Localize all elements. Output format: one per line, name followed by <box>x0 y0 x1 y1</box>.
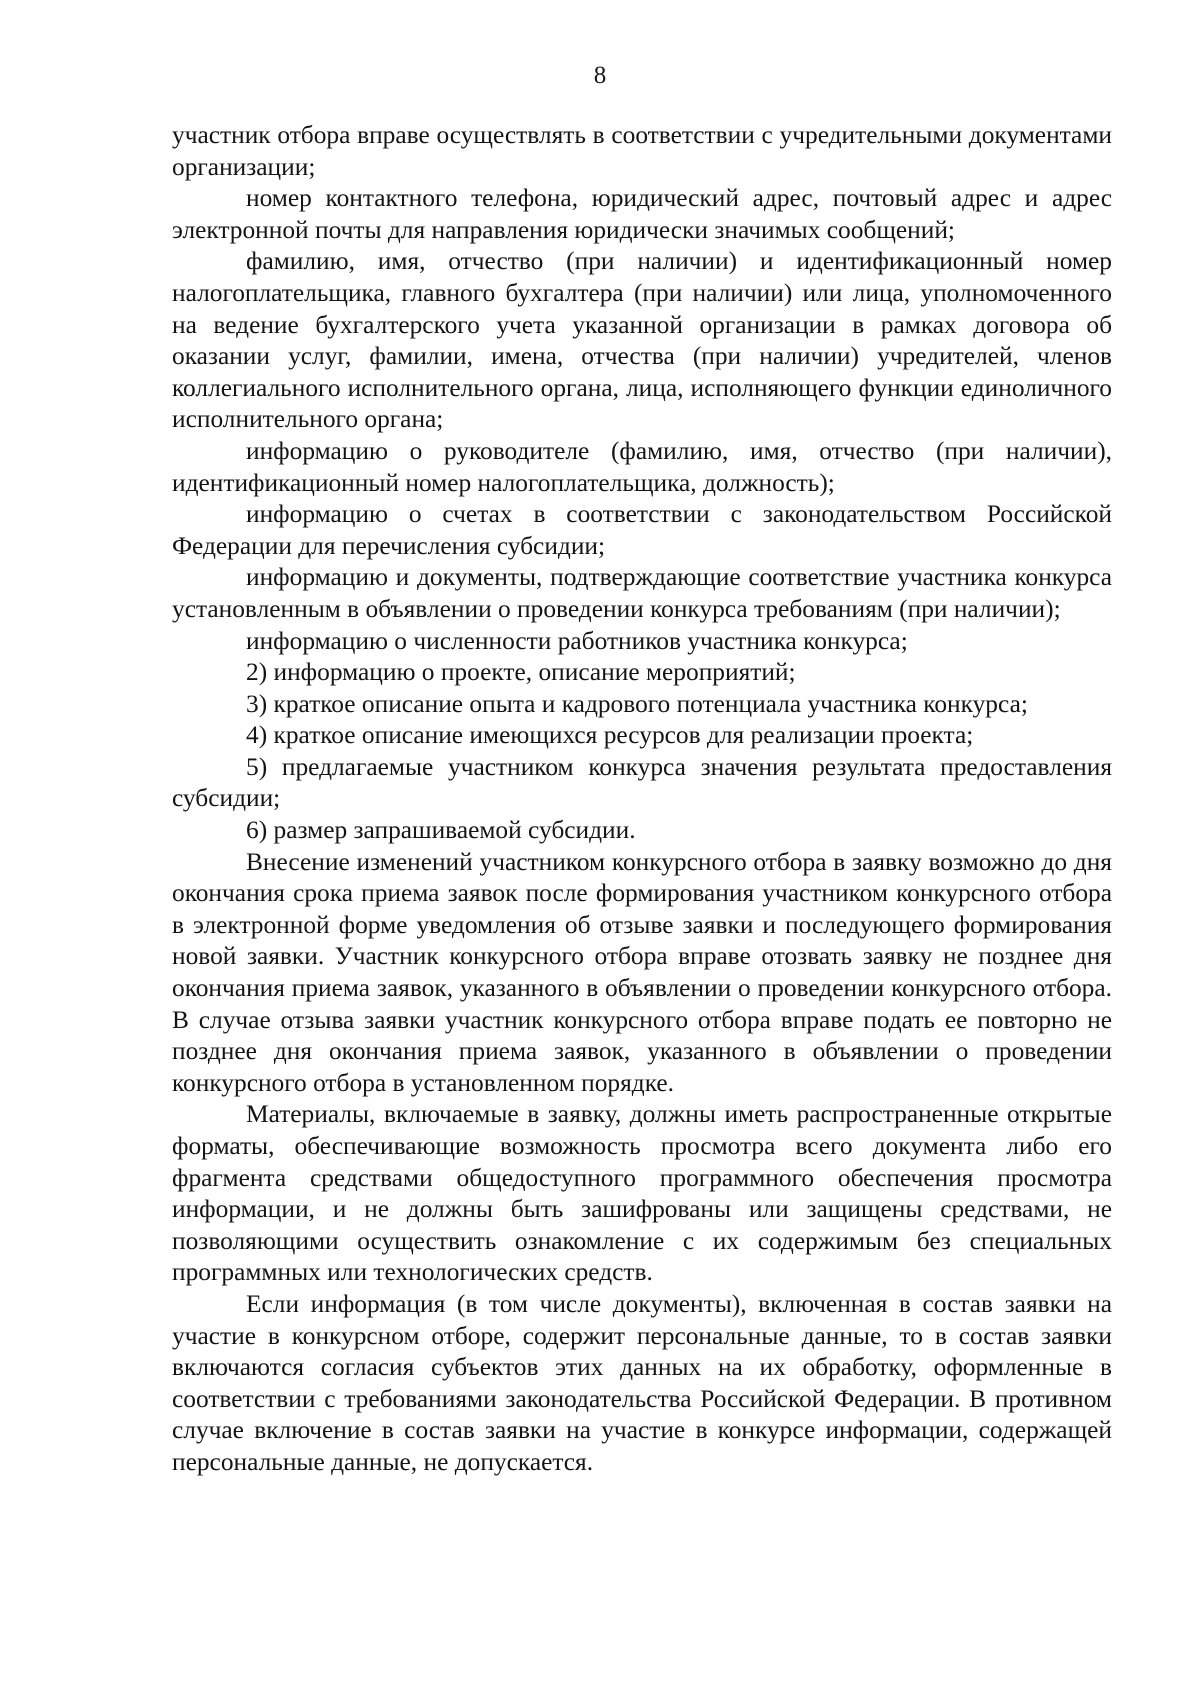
paragraph-continuation: участник отбора вправе осуществлять в соответствии с учредительными документами организации; <box>172 121 1112 181</box>
paragraph-names-tin: фамилию, имя, отчество (при наличии) и идентификационный номер налогоплательщика, главного бухгалтера (при наличии) или лица, уполномоченного на ведение бухгалтерского учета указанной организации в рамках договора об оказании услуг, фамилии, имена, отчества (при наличии) учредителей, членов коллегиального исполнительного органа, лица, исполняющего функции единоличного исполнительного органа; <box>172 247 1112 434</box>
paragraph-personal-data: Если информация (в том числе документы), включенная в состав заявки на участие в конкурсном отборе, содержит персональные данные, то в состав заявки включаются согласия субъектов этих данных на их обработку, оформленные в соответствии с требованиями законодательства Российской Федерации. В противном случае включение в состав заявки на участие в конкурсе информации, содержащей персональные данные, не допускается. <box>172 1289 1112 1476</box>
list-item-3: 3) краткое описание опыта и кадрового потенциала участника конкурса; <box>246 689 1028 718</box>
paragraph-materials-formats: Материалы, включаемые в заявку, должны иметь распространенные открытые форматы, обеспечивающие возможность просмотра всего документа либо его фрагмента средствами общедоступного программного обеспечения просмотра информации, и не должны быть зашифрованы или защищены средствами, не позволяющими осуществить ознакомление с их содержимым без специальных программных или технологических средств. <box>172 1100 1112 1287</box>
paragraph-compliance-docs: информацию и документы, подтверждающие соответствие участника конкурса установленным в объявлении о проведении конкурса требованиям (при наличии); <box>172 563 1112 623</box>
list-item-2: 2) информацию о проекте, описание мероприятий; <box>246 658 796 687</box>
paragraph-application-changes: Внесение изменений участником конкурсного отбора в заявку возможно до дня окончания срока приема заявок после формирования участником конкурсного отбора в электронной форме уведомления об отзыве заявки и последующего формирования новой заявки. Участник конкурсного отбора вправе отозвать заявку не позднее дня окончания приема заявок, указанного в объявлении о проведении конкурсного отбора. В случае отзыва заявки участник конкурсного отбора вправе подать ее повторно не позднее дня окончания приема заявок, указанного в объявлении о проведении конкурсного отбора в установленном порядке. <box>172 847 1112 1097</box>
document-body <box>172 120 1112 1479</box>
paragraph-contact-info: номер контактного телефона, юридический адрес, почтовый адрес и адрес электронной почты для направления юридически значимых сообщений; <box>172 184 1112 244</box>
list-item-6: 6) размер запрашиваемой субсидии. <box>246 816 636 845</box>
paragraph-accounts-info: информацию о счетах в соответствии с законодательством Российской Федерации для перечисления субсидии; <box>172 500 1112 560</box>
list-item-4: 4) краткое описание имеющихся ресурсов для реализации проекта; <box>246 721 974 750</box>
page-number: 8 <box>593 62 607 89</box>
paragraph-employees-count: информацию о численности работников участника конкурса; <box>246 626 908 655</box>
paragraph-manager-info: информацию о руководителе (фамилию, имя, отчество (при наличии), идентификационный номер налогоплательщика, должность); <box>172 436 1112 497</box>
list-item-5: 5) предлагаемые участником конкурса значения результата предоставления субсидии; <box>172 752 1112 813</box>
